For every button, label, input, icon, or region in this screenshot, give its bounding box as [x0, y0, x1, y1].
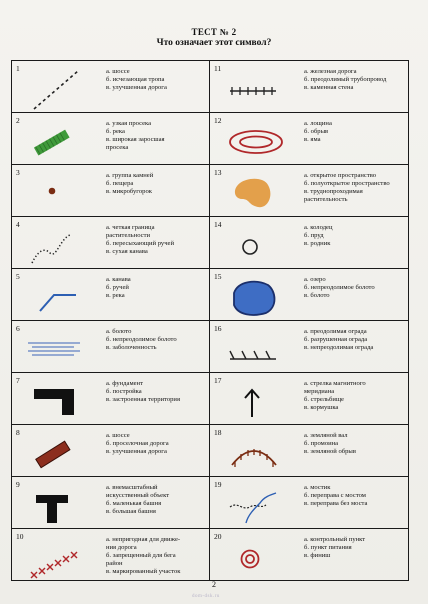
question-cell — [12, 373, 210, 425]
question-number: 14 — [214, 220, 222, 229]
question-number: 8 — [16, 428, 20, 437]
question-item — [210, 217, 408, 268]
answer-options — [304, 536, 406, 560]
question-cell — [210, 477, 409, 529]
brown-diagonal-bar-icon — [16, 433, 96, 475]
question-item — [210, 529, 408, 580]
question-cell — [12, 269, 210, 321]
table-row — [12, 269, 409, 321]
question-cell — [210, 269, 409, 321]
question-item — [12, 269, 209, 320]
question-number: 1 — [16, 64, 20, 73]
answer-option: в. яма — [304, 136, 321, 144]
question-cell — [210, 61, 409, 113]
answer-option: б. обрыв — [304, 128, 329, 136]
question-item — [210, 269, 408, 320]
question-item — [210, 373, 408, 424]
circle-outline-icon — [214, 225, 294, 267]
answer-options — [304, 432, 406, 456]
question-number: 11 — [214, 64, 222, 73]
answer-option: а. мостик — [304, 484, 331, 491]
answer-option: а. болото — [106, 328, 132, 335]
green-hatched-bar-icon — [16, 121, 96, 163]
answer-option: растительность — [304, 196, 348, 204]
answer-option: б. исчезающая тропа — [106, 76, 165, 84]
question-item — [210, 165, 408, 216]
answer-option: б. пруд — [304, 232, 324, 240]
question-cell — [210, 373, 409, 425]
answer-option: в. земляной обрыв — [304, 448, 356, 456]
answer-options — [304, 276, 406, 300]
answer-option: в. кормушка — [304, 404, 339, 412]
answer-option: в. непреодолимая ограда — [304, 344, 374, 352]
question-number: 4 — [16, 220, 20, 229]
up-arrow-icon — [214, 381, 294, 423]
answer-option: а. стрелка магнитного — [304, 380, 366, 387]
table-row — [12, 425, 409, 477]
answer-option: б. полуоткрытое пространство — [304, 180, 390, 188]
question-number: 15 — [214, 272, 222, 281]
answer-options — [106, 224, 207, 256]
double-ellipse-icon — [214, 121, 294, 163]
answer-option: а. лощина — [304, 120, 332, 127]
watermark-stamp: dom-dsk.ru — [192, 594, 220, 599]
question-item — [210, 477, 408, 528]
answer-option: а. канава — [106, 276, 131, 283]
question-item — [12, 373, 209, 424]
question-cell — [12, 61, 210, 113]
question-number: 3 — [16, 168, 20, 177]
symbol-table — [11, 60, 409, 581]
question-number: 7 — [16, 376, 20, 385]
blue-horizontal-lines-icon — [16, 329, 96, 371]
question-number: 16 — [214, 324, 222, 333]
answer-option: в. каменная стена — [304, 84, 354, 92]
question-cell — [12, 321, 210, 373]
answer-option: в. сухая канава — [106, 248, 148, 256]
table-row — [12, 61, 409, 113]
answer-option: а. открытое пространство — [304, 172, 377, 179]
question-number: 10 — [16, 532, 24, 541]
answer-option: в. река — [106, 292, 125, 300]
red-crosses-line-icon — [16, 537, 96, 579]
answer-options — [304, 172, 406, 204]
answer-option: а. узкая просека — [106, 120, 152, 127]
answer-option: а. преодолимая ограда — [304, 328, 367, 335]
answer-option: б. ручей — [106, 284, 129, 292]
answer-option: в. переправа без моста — [304, 500, 368, 508]
answer-option: в. широкая заросшая — [106, 136, 165, 144]
question-item — [12, 425, 209, 476]
answer-option: б. река — [106, 128, 125, 136]
answer-options — [304, 224, 406, 248]
answer-option: в. улучшенная дорога — [106, 84, 167, 92]
answer-option: искусственный объект — [106, 492, 170, 500]
table-row — [12, 529, 409, 581]
answer-option: а. колодец — [304, 224, 333, 231]
answer-options — [304, 68, 406, 92]
answer-options — [106, 276, 207, 300]
answer-option: в. финиш — [304, 552, 331, 560]
question-item — [210, 425, 408, 476]
answer-options — [304, 120, 406, 144]
answer-option: б. стрельбище — [304, 396, 344, 404]
answer-option: а. шоссе — [106, 68, 130, 75]
blue-lake-icon — [214, 277, 294, 319]
dotted-curve-icon — [16, 225, 96, 267]
answer-option: б. непреодолимое болото — [304, 284, 375, 292]
answer-options — [304, 328, 406, 352]
answer-option: а. контрольный пункт — [304, 536, 366, 543]
question-cell — [12, 477, 210, 529]
question-cell — [12, 165, 210, 217]
answer-option: ния дорога — [106, 544, 137, 552]
answer-option: б. разрушенная ограда — [304, 336, 368, 344]
answer-option: б. проселочная дорога — [106, 440, 169, 448]
table-row — [12, 113, 409, 165]
answer-option: а. земляной вал — [304, 432, 348, 439]
toothed-arc-icon — [214, 433, 294, 475]
question-item — [210, 113, 408, 164]
answer-option: б. пещера — [106, 180, 134, 188]
dashed-diagonal-line-icon — [16, 69, 96, 111]
answer-option: а. четкая граница — [106, 224, 155, 231]
answer-option: б. промоина — [304, 440, 339, 448]
blue-angle-line-icon — [16, 277, 96, 319]
answer-option: б. маленькая башня — [106, 500, 162, 508]
answer-option: в. застроенная территория — [106, 396, 180, 404]
answer-option: б. пересыхающий ручей — [106, 240, 174, 248]
answer-options — [106, 432, 207, 456]
question-number: 9 — [16, 480, 20, 489]
answer-options — [106, 484, 207, 516]
answer-options — [304, 484, 406, 508]
answer-option: б. переправа с мостом — [304, 492, 366, 500]
test-title: ТЕСТ № 2 — [191, 27, 237, 37]
small-dot-icon — [16, 173, 96, 215]
question-number: 19 — [214, 480, 222, 489]
answer-option: б. постройка — [106, 388, 142, 396]
answer-options — [106, 380, 207, 404]
question-number: 13 — [214, 168, 222, 177]
double-circle-icon — [214, 537, 294, 579]
answer-option: а. шоссе — [106, 432, 130, 439]
answer-options — [106, 172, 207, 196]
question-item — [12, 321, 209, 372]
question-number: 5 — [16, 272, 20, 281]
question-item — [12, 529, 209, 580]
question-title: Что означает этот символ? — [156, 38, 272, 48]
answer-options — [106, 536, 207, 577]
answer-option: б. непреодолимое болото — [106, 336, 177, 344]
black-t-shape-icon — [16, 485, 96, 527]
answer-option: район — [106, 560, 123, 568]
question-cell — [12, 425, 210, 477]
question-cell — [210, 113, 409, 165]
answer-option: а. озеро — [304, 276, 326, 283]
table-row — [12, 373, 409, 425]
question-cell — [210, 217, 409, 269]
question-number: 17 — [214, 376, 222, 385]
answer-option: растительности — [106, 232, 150, 240]
question-item — [210, 61, 408, 112]
question-cell — [12, 529, 210, 581]
question-number: 18 — [214, 428, 222, 437]
answer-option: в. маркированный участок — [106, 568, 181, 576]
answer-option: а. внемасштабный — [106, 484, 158, 491]
answer-options — [106, 68, 207, 92]
question-number: 6 — [16, 324, 20, 333]
answer-options — [304, 380, 406, 412]
question-cell — [12, 217, 210, 269]
answer-option: а. непригодная для движе- — [106, 536, 181, 543]
table-row — [12, 165, 409, 217]
answer-option: а. железная дорога — [304, 68, 357, 75]
hatched-fence-icon — [214, 329, 294, 371]
answer-option: в. улучшенная дорога — [106, 448, 167, 456]
answer-option: в. родник — [304, 240, 331, 248]
question-cell — [12, 113, 210, 165]
answer-options — [106, 328, 207, 352]
answer-option: а. фундамент — [106, 380, 143, 387]
question-cell — [210, 529, 409, 581]
answer-option: б. запрещенный для бега — [106, 552, 176, 560]
question-item — [210, 321, 408, 372]
crossing-paths-icon — [214, 485, 294, 527]
question-item — [12, 217, 209, 268]
tick-marked-line-icon — [214, 69, 294, 111]
answer-option: а. группа камней — [106, 172, 154, 179]
question-item — [12, 113, 209, 164]
page-number: 2 — [212, 580, 216, 589]
question-item — [12, 477, 209, 528]
answer-option: б. преодолимый трубопровод — [304, 76, 387, 84]
question-cell — [210, 425, 409, 477]
table-row — [12, 321, 409, 373]
table-row — [12, 477, 409, 529]
question-item — [12, 165, 209, 216]
question-number: 12 — [214, 116, 222, 125]
answer-option: в. большая башня — [106, 508, 156, 516]
question-number: 20 — [214, 532, 222, 541]
question-number: 2 — [16, 116, 20, 125]
answer-option: просека — [106, 144, 129, 152]
answer-option: в. болото — [304, 292, 330, 300]
question-cell — [210, 321, 409, 373]
answer-option: в. заболоченность — [106, 344, 157, 352]
answer-option: в. труднопроходимая — [304, 188, 363, 196]
answer-option: меридиана — [304, 388, 335, 396]
orange-blob-icon — [214, 173, 294, 215]
answer-option: в. микробугорок — [106, 188, 152, 196]
answer-options — [106, 120, 207, 152]
question-cell — [210, 165, 409, 217]
table-row — [12, 217, 409, 269]
question-item — [12, 61, 209, 112]
answer-option: б. пункт питания — [304, 544, 352, 552]
black-l-shape-icon — [16, 381, 96, 423]
